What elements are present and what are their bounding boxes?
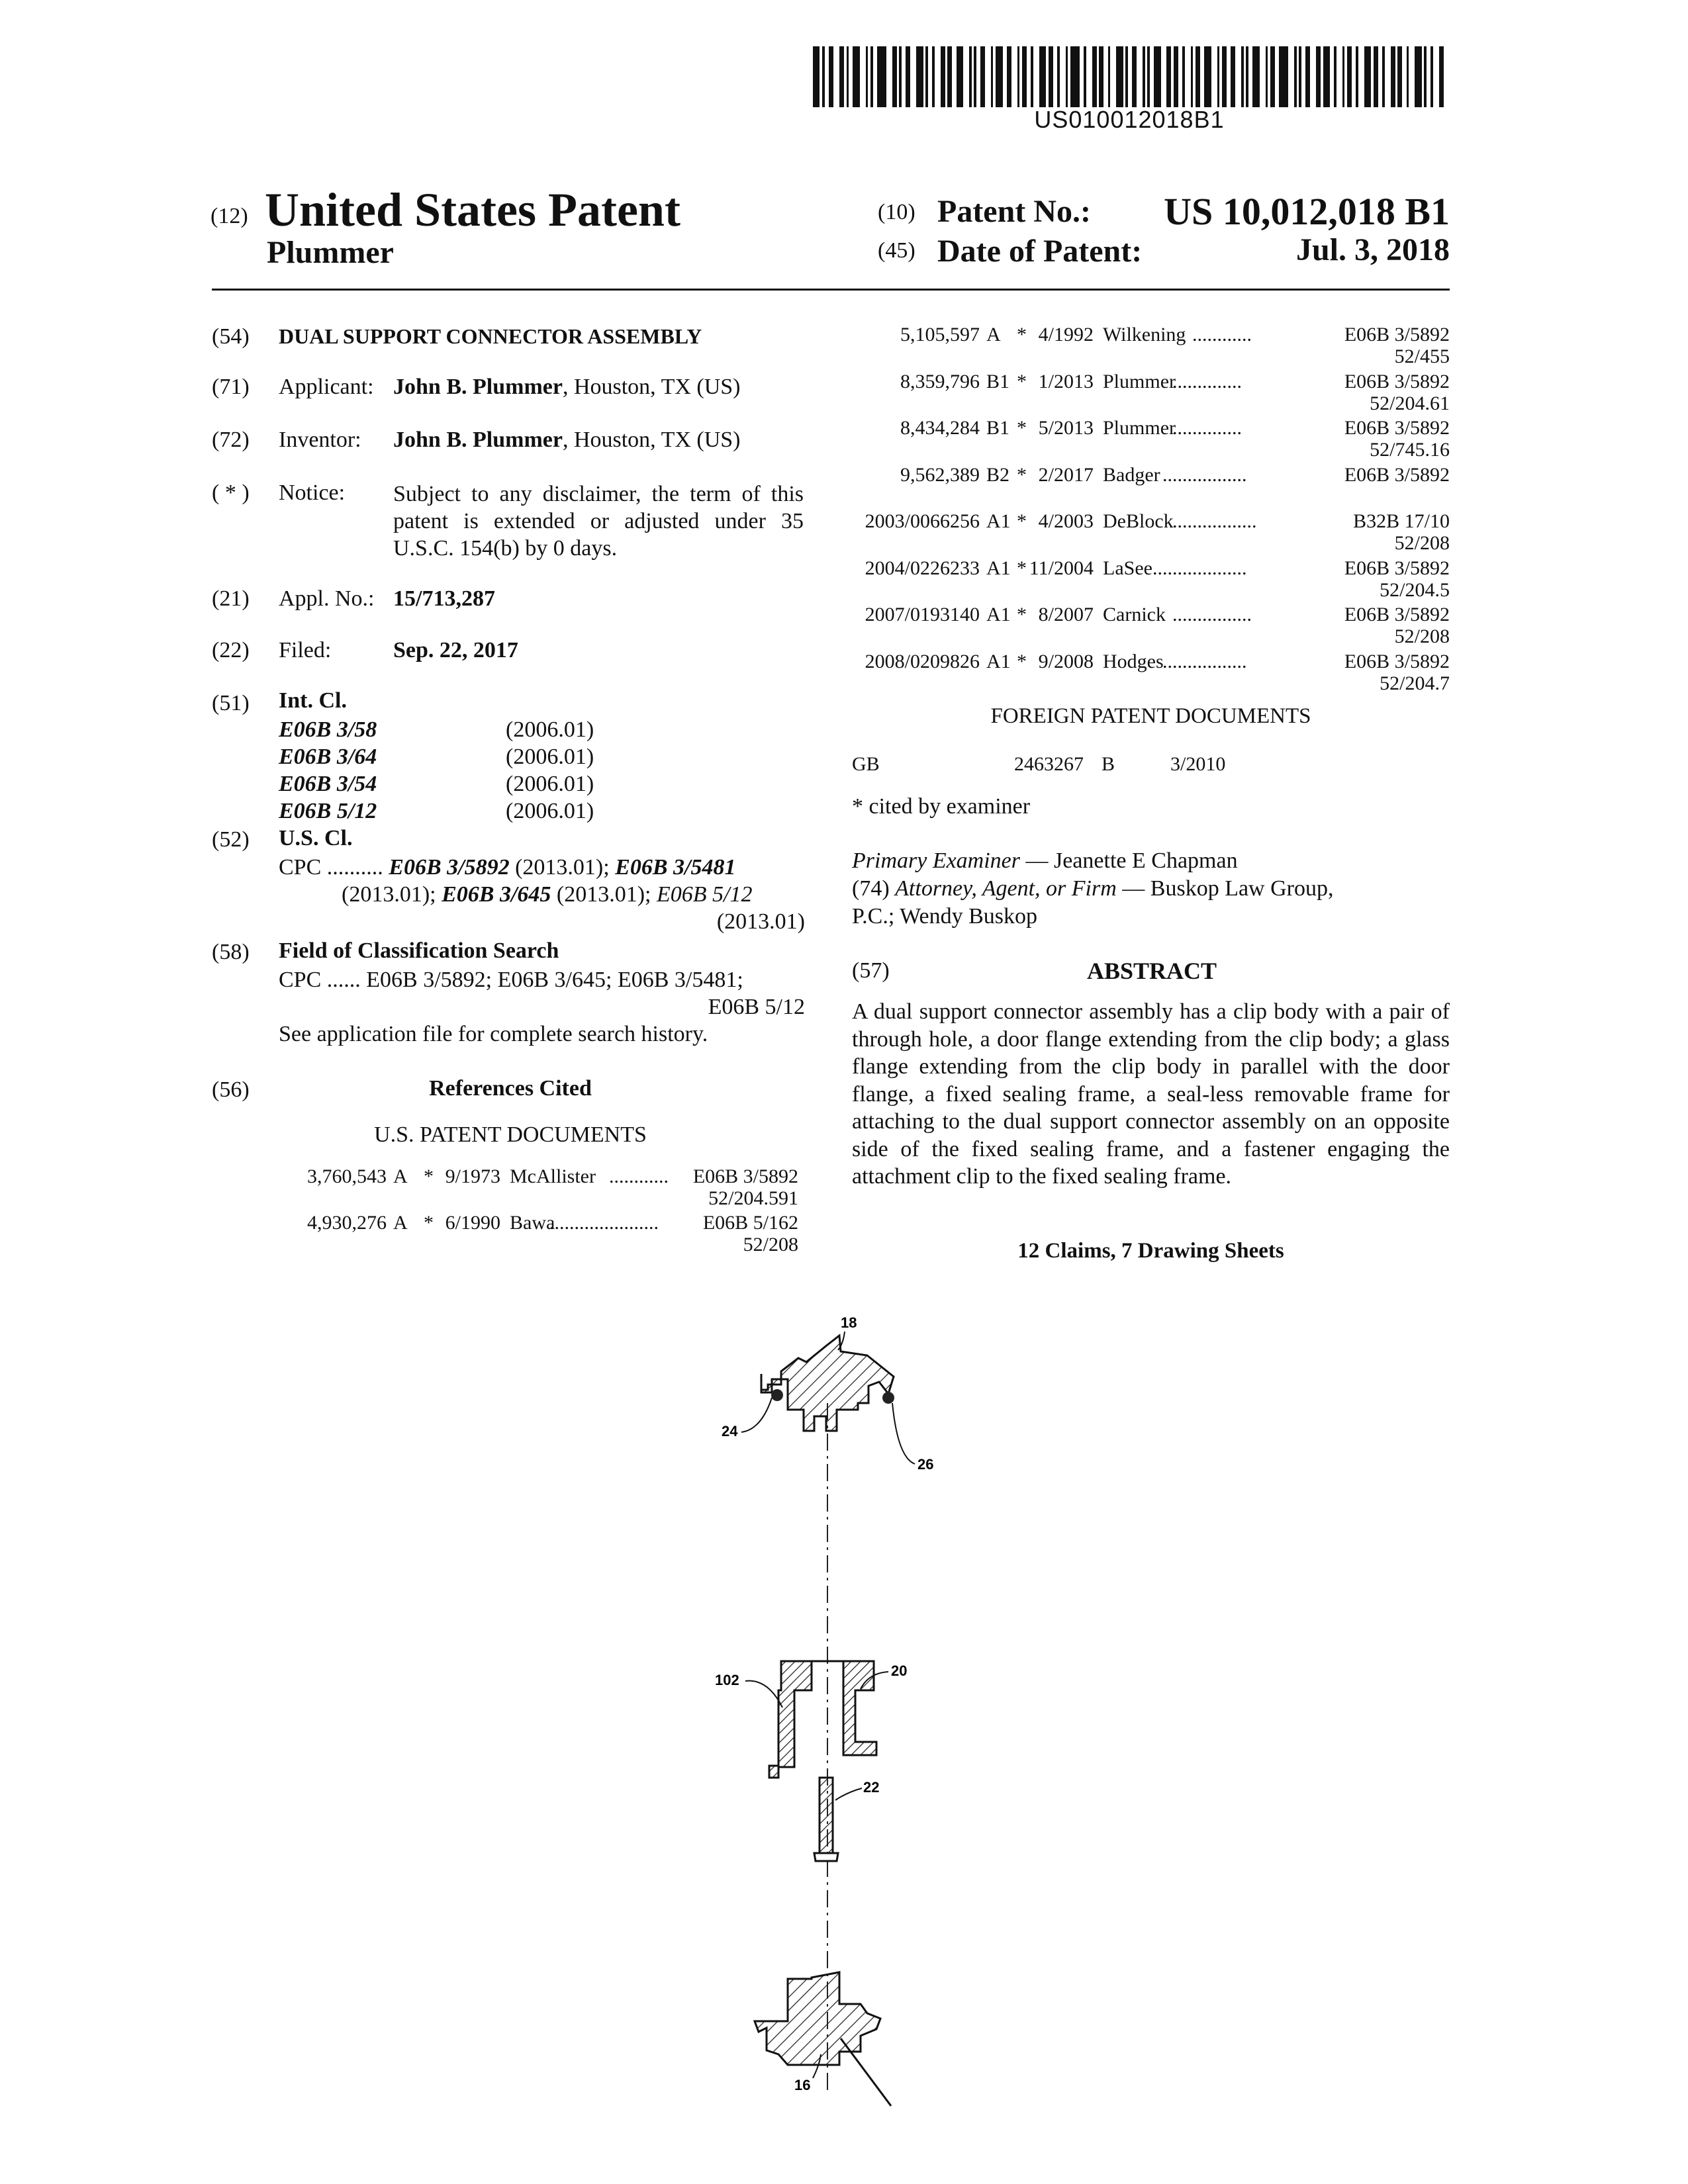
barcode-bar [996,46,1002,107]
barcode-bar [1305,46,1310,107]
ref-dots: ................. [1162,463,1247,486]
abstract-heading: ABSTRACT [1086,958,1217,984]
inventor-label: Inventor: [279,428,361,452]
ref-class: E06B 3/5892 [1344,324,1450,345]
foreign-country: GB [852,753,880,775]
reference-row [854,370,1450,394]
ref-date: 9/1973 [445,1165,500,1187]
barcode-bar [1424,46,1427,107]
ref-dots: ...................... [549,1212,659,1234]
header-code-12: (12) [211,204,248,228]
inventor [393,428,741,453]
ref-date: 1/2013 [1038,370,1094,392]
barcode-bar [1116,46,1123,107]
ref-kind: A [393,1165,408,1187]
appl-no: 15/713,287 [393,586,495,611]
barcode-bar [870,46,873,107]
notice-line-3: U.S.C. 154(b) by 0 days. [393,536,618,561]
ref-dots: ................. [1172,510,1257,532]
barcode-bar [822,46,825,107]
barcode-bar [906,46,910,107]
barcode-bar [1057,46,1060,107]
field-of-search-label: Field of Classification Search [279,938,559,963]
barcode-bar [853,46,859,107]
int-cl-version: (2006.01) [506,772,594,796]
ref-star: * [1017,417,1027,439]
barcode-bar [1143,46,1145,107]
ref-inventor: Badger [1103,463,1160,486]
reference-row [854,416,1450,440]
ref-class: E06B 3/5892 [1344,650,1450,672]
barcode-bar [813,46,820,107]
glass-pane-edge [841,2038,891,2106]
barcode-bar [1252,46,1259,107]
int-cl-version: (2006.01) [506,745,594,769]
sleeve-part-102 [769,1661,812,1778]
barcode-bar [1382,46,1385,107]
ref-dots: ................. [1162,650,1247,672]
barcode-bar [1294,46,1297,107]
appl-no-label: Appl. No.: [279,586,375,611]
code-57: (57) [852,958,890,983]
ref-subclass: 52/208 [743,1234,798,1255]
label-26: 26 [917,1456,934,1473]
ref-subclass: 52/204.5 [1380,578,1450,601]
ref-subclass: 52/204.591 [708,1187,798,1209]
cpc-code-2: E06B 3/5481 [615,855,736,880]
seal-24 [771,1389,783,1401]
cpc-code-3: E06B 3/645 [442,882,551,907]
barcode-bar [1166,46,1171,107]
foreign-date: 3/2010 [1170,753,1226,775]
ref-class: E06B 3/5892 [1344,604,1450,625]
sleeve-part-20 [843,1661,876,1755]
barcode-bar [1125,46,1128,107]
reference-row [261,1165,798,1189]
barcode-bar [1092,46,1097,107]
attorney-line-2: P.C.; Wendy Buskop [852,904,1038,929]
ref-class: E06B 3/5892 [692,1165,798,1187]
ref-number: 9,562,389 [900,463,980,486]
barcode-bar [1108,46,1111,107]
ref-inventor: Carnick [1103,604,1166,625]
ref-kind: B2 [986,463,1010,486]
ref-dots: ............ [609,1165,669,1187]
ref-number: 2004/0226233 [865,557,980,579]
reference-row [854,603,1450,627]
ref-date: 5/2013 [1038,417,1094,439]
ref-class: E06B 3/5892 [1344,463,1450,486]
claims-summary: 12 Claims, 7 Drawing Sheets [1017,1239,1284,1263]
ref-inventor: DeBlock [1103,510,1174,532]
label-18: 18 [841,1314,857,1331]
label-20: 20 [891,1662,908,1679]
barcode-bar [892,46,897,107]
header-code-10: (10) [878,200,915,224]
barcode-bar [1222,46,1227,107]
ref-dots: ................ [1172,604,1252,625]
ref-star: * [1017,510,1027,532]
int-cl-row [279,770,782,797]
barcode-bar [1241,46,1244,107]
leader-26 [892,1403,915,1464]
filed-label: Filed: [279,638,332,662]
barcode-bar [925,46,928,107]
int-cl-code: E06B 5/12 [279,799,377,823]
ref-date: 11/2004 [1029,557,1094,579]
barcode-bar [1066,46,1068,107]
ref-kind: A1 [986,604,1011,625]
code-58: (58) [212,940,250,964]
ref-star: * [1017,370,1027,392]
ref-kind: B1 [986,370,1010,392]
header-code-45: (45) [878,238,915,263]
ref-subclass: 52/204.7 [1380,672,1450,694]
barcode-bar [1334,46,1336,107]
ref-number: 3,760,543 [307,1165,387,1187]
barcode-bar [1070,46,1080,107]
cpc-classification [279,854,805,935]
cited-by-examiner: * cited by examiner [852,794,1031,819]
code-51: (51) [212,691,250,715]
barcode-bar [1154,46,1160,107]
attorney-label: Attorney, Agent, or Firm [895,876,1117,901]
ref-inventor: Plummer [1103,370,1176,392]
attorney [852,876,1333,901]
clip-body-18 [761,1336,894,1431]
reference-row [854,650,1450,674]
ref-class: B32B 17/10 [1353,510,1450,532]
barcode-bar [1031,46,1033,107]
primary-examiner [852,848,1238,874]
barcode-bar [829,46,833,107]
barcode-bar [839,46,844,107]
inventor-location: , Houston, TX (US) [562,428,741,452]
cpc-code-1: E06B 3/5892 [389,855,510,880]
barcode-bar [1132,46,1137,107]
patent-type-title: United States Patent [265,183,680,236]
reference-row [261,1211,798,1235]
barcode-bar [1270,46,1275,107]
cpc-ver-1: (2013.01); [509,855,616,880]
ref-inventor: Hodges [1103,650,1164,672]
ref-star: * [424,1165,434,1187]
label-22: 22 [863,1779,880,1796]
ref-date: 4/2003 [1038,510,1094,532]
ref-kind: B1 [986,417,1010,439]
ref-star: * [424,1212,434,1234]
barcode-bar [1196,46,1200,107]
barcode-bar [1323,46,1330,107]
barcode-bar [1022,46,1027,107]
barcode-bar [947,46,952,107]
leader-102 [745,1681,782,1707]
ref-star: * [1017,324,1027,345]
int-cl-code: E06B 3/58 [279,717,377,742]
ref-number: 2007/0193140 [865,604,980,625]
date-of-patent: Jul. 3, 2018 [1295,232,1450,267]
reference-row [854,463,1450,487]
barcode-bar [1356,46,1358,107]
cpc-code-4: E06B 5/12 [657,882,753,907]
field-line-2: E06B 5/12 [708,995,805,1019]
barcode-bar [1397,46,1402,107]
foreign-number: 2463267 [1014,753,1084,775]
ref-subclass: 52/745.16 [1370,439,1450,461]
barcode-bar [1099,46,1103,107]
barcode-bar [1147,46,1150,107]
ref-dots: .............. [1172,370,1242,392]
ref-inventor: LaSee [1103,557,1152,579]
barcode-bar [1182,46,1185,107]
leader-22 [835,1788,862,1800]
ref-date: 6/1990 [445,1212,500,1234]
references-cited-label: References Cited [429,1076,592,1101]
int-cl-code: E06B 3/54 [279,772,377,796]
applicant-location: , Houston, TX (US) [562,375,741,399]
barcode-bar [991,46,994,107]
barcode-bar [1174,46,1178,107]
fixed-sealing-frame-16 [755,1972,880,2065]
barcode-bar [932,46,935,107]
int-cl-row [279,743,782,770]
barcode-bar [1316,46,1321,107]
ref-number: 8,359,796 [900,370,980,392]
attorney-line-1: — Buskop Law Group, [1116,876,1334,901]
leader-24 [741,1398,772,1432]
barcode-bar [899,46,902,107]
field-line-1: CPC ...... E06B 3/5892; E06B 3/645; E06B 3/5481; [279,968,743,992]
reference-row [854,510,1450,533]
label-16: 16 [794,2077,811,2093]
ref-subclass: 52/204.61 [1370,392,1450,414]
ref-inventor: Bawa [510,1212,555,1234]
barcode-bar [957,46,963,107]
barcode-bar [1391,46,1395,107]
ref-inventor: Wilkening [1103,324,1186,345]
int-cl-code: E06B 3/64 [279,745,377,769]
cpc-ver-3: (2013.01); [551,882,657,907]
int-cl-label: Int. Cl. [279,688,347,713]
barcode-bar [847,46,849,107]
invention-title: DUAL SUPPORT CONNECTOR ASSEMBLY [279,324,702,348]
int-cl-list [279,716,782,825]
ref-date: 4/1992 [1038,324,1094,345]
reference-row [854,323,1450,347]
field-of-search [279,966,805,1048]
ref-date: 8/2007 [1038,604,1094,625]
ref-date: 2/2017 [1038,463,1094,486]
barcode-bar [1007,46,1011,107]
ref-dots: ............ [1192,324,1252,345]
ref-class: E06B 3/5892 [1344,417,1450,439]
barcode-bar [980,46,985,107]
barcode-bar [1204,46,1211,107]
code-22: (22) [212,638,250,662]
barcode-number: US010012018B1 [1034,106,1225,133]
barcode-bar [1017,46,1020,107]
notice-line-2: patent is extended or adjusted under 35 [393,509,804,533]
applicant-name: John B. Plummer [393,375,563,399]
notice-label: Notice: [279,480,346,505]
date-of-patent-label: Date of Patent: [937,234,1143,269]
examiner-label: Primary Examiner [852,848,1021,873]
ref-inventor: McAllister [510,1165,596,1187]
cpc-prefix: CPC .......... [279,855,383,880]
cpc-ver-4: (2013.01) [716,909,805,934]
barcode-bar [1430,46,1433,107]
ref-number: 2008/0209826 [865,650,980,672]
us-cl-label: U.S. Cl. [279,826,353,850]
inventor-name: John B. Plummer [393,428,563,452]
ref-number: 2003/0066256 [865,510,980,532]
ref-class: E06B 3/5892 [1344,370,1450,392]
label-102: 102 [715,1672,739,1688]
applicant-label: Applicant: [279,375,374,399]
ref-dots: .............. [1172,417,1242,439]
ref-star: * [1017,463,1027,486]
ref-kind: A1 [986,557,1011,579]
ref-class: E06B 3/5892 [1344,557,1450,579]
ref-star: * [1017,604,1027,625]
code-54: (54) [212,324,250,349]
ref-number: 5,105,597 [900,324,980,345]
abstract-text: A dual support connector assembly has a clip body with a pair of through hole, a door flange extending from the clip body; a glass flange extending from the clip body in parallel with the door flange, a fixed sealing frame, a seal-less removable frame for attaching to the dual support connector assembly on an opposite side of the fixed sealing frame, and a fastener engaging the attachment clip to the fixed sealing frame. [852,999,1450,1189]
barcode-bar [1439,46,1444,107]
barcode-bar [916,46,923,107]
header-rule [212,289,1450,291]
cpc-ver-2: (2013.01); [342,882,442,907]
screw-head [814,1853,838,1861]
reference-row [854,557,1450,580]
barcode-bar [1364,46,1371,107]
foreign-kind: B [1102,753,1115,775]
barcode-bar [1342,46,1345,107]
code-notice: ( * ) [212,480,250,505]
int-cl-row [279,797,782,825]
fastener-screw-22 [820,1778,833,1853]
notice-text [393,480,804,562]
code-21: (21) [212,586,250,611]
ref-star: * [1017,557,1027,579]
barcode-bar [1415,46,1421,107]
filed-date: Sep. 22, 2017 [393,638,518,662]
ref-subclass: 52/208 [1394,532,1450,554]
barcode-bar [1039,46,1046,107]
ref-number: 8,434,284 [900,417,980,439]
barcode-bar [1084,46,1086,107]
ref-date: 9/2008 [1038,650,1094,672]
ref-star: * [1017,650,1027,672]
barcode-bar [1279,46,1288,107]
barcode-bar [974,46,976,107]
patent-number: US 10,012,018 B1 [1164,190,1450,233]
seal-26 [882,1392,894,1404]
barcode-bar [1407,46,1409,107]
inventor-surname: Plummer [267,235,394,270]
barcode-bar [941,46,945,107]
int-cl-version: (2006.01) [506,799,594,823]
barcode-bar [1374,46,1378,107]
barcode-bar [1299,46,1301,107]
code-72: (72) [212,428,250,452]
code-52: (52) [212,827,250,852]
ref-kind: A1 [986,510,1011,532]
barcode-bar [866,46,868,107]
label-24: 24 [722,1423,738,1439]
representative-drawing [715,1310,993,2118]
barcode-bar [1049,46,1053,107]
ref-inventor: Plummer [1103,417,1176,439]
barcode-bar [877,46,886,107]
ref-kind: A1 [986,650,1011,672]
barcode-bar [1191,46,1194,107]
code-74: (74) [852,876,890,901]
applicant [393,375,741,400]
ref-subclass: 52/455 [1394,345,1450,367]
code-56: (56) [212,1077,250,1102]
foreign-docs-label: FOREIGN PATENT DOCUMENTS [990,704,1311,728]
barcode-bar [1246,46,1248,107]
barcode-bar [1347,46,1352,107]
barcode-bar [1217,46,1220,107]
ref-dots: ................... [1152,557,1247,579]
barcode-bar [1231,46,1235,107]
us-patent-docs-label: U.S. PATENT DOCUMENTS [374,1122,647,1147]
ref-kind: A [986,324,1001,345]
ref-number: 4,930,276 [307,1212,387,1234]
ref-subclass: 52/208 [1394,625,1450,647]
examiner-name: — Jeanette E Chapman [1020,848,1238,873]
code-71: (71) [212,375,250,399]
barcode-bar [969,46,972,107]
notice-line-1: Subject to any disclaimer, the term of this [393,482,804,506]
ref-class: E06B 5/162 [702,1212,798,1234]
int-cl-version: (2006.01) [506,717,594,742]
field-line-3: See application file for complete search history. [279,1022,708,1046]
patent-no-label: Patent No.: [937,194,1091,229]
barcode [813,46,1446,107]
ref-kind: A [393,1212,408,1234]
int-cl-row [279,716,782,743]
barcode-bar [1266,46,1268,107]
